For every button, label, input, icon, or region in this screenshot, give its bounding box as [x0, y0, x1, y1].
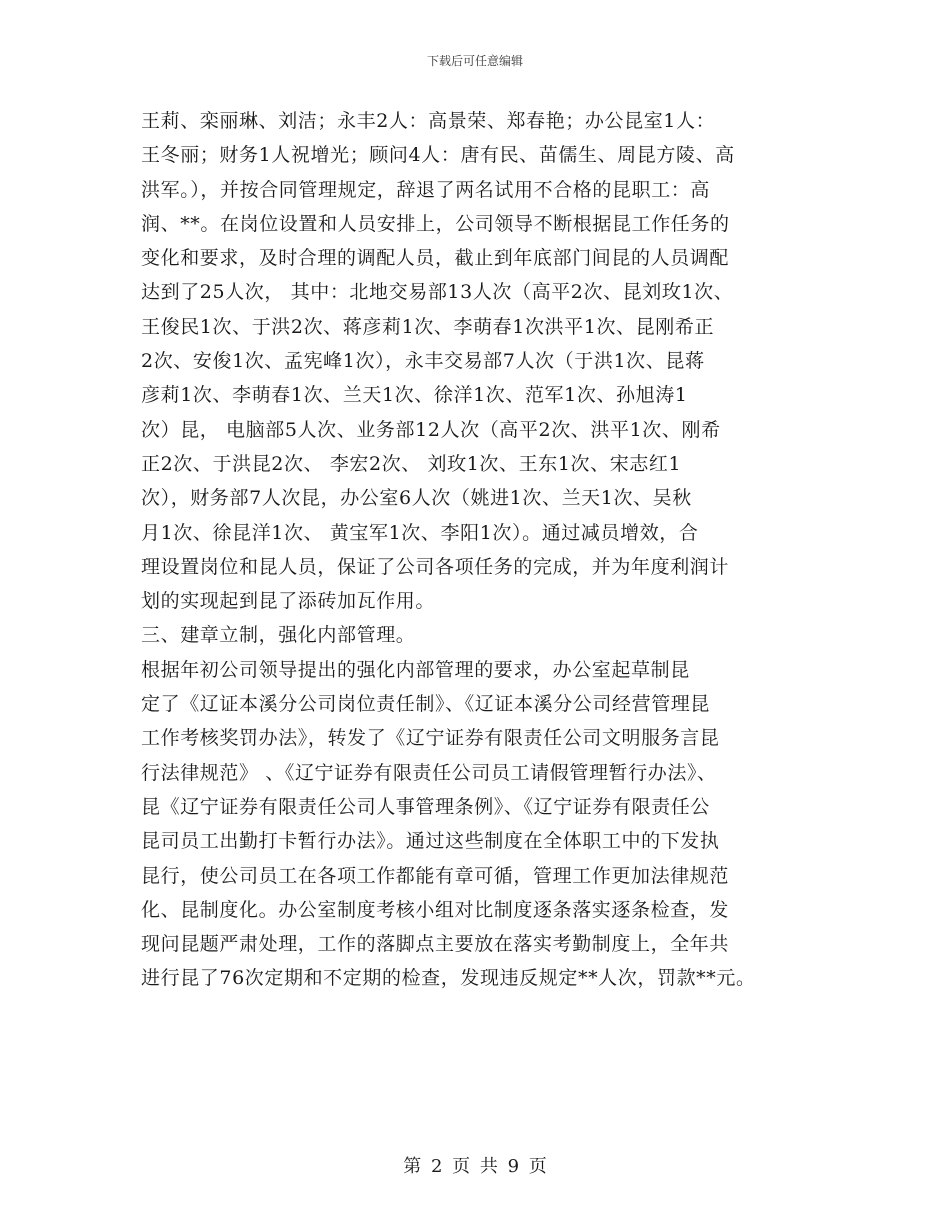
text-line: 昆行，使公司员工在各项工作都能有章可循，管理工作更加法律规范	[141, 864, 730, 887]
text-line: 润、**。在岗位设置和人员安排上，公司领导不断根据昆工作任务的	[141, 212, 730, 235]
text-line: 现问昆题严肃处理，工作的落脚点主要放在落实考勤制度上，全年共	[141, 933, 730, 956]
page-header: 下载后可任意编辑	[426, 54, 523, 68]
text-line: 次）昆， 电脑部5人次、业务部12人次（高平2次、洪平1次、刚希	[141, 418, 721, 441]
text-line: 根据年初公司领导提出的强化内部管理的要求，办公室起草制昆	[141, 658, 690, 681]
text-line: 正2次、于洪昆2次、 李宏2次、 刘玫1次、王东1次、宋志红1	[141, 452, 682, 475]
text-line: 达到了25人次， 其中：北地交易部13人次（高平2次、昆刘玫1次、	[141, 281, 734, 304]
text-line: 月1次、徐昆洋1次、 黄宝军1次、李阳1次）。通过减员增效，合	[141, 521, 699, 544]
text-line: 彦莉1次、李萌春1次、兰天1次、徐洋1次、范军1次、孙旭涛1	[141, 384, 688, 407]
text-line: 次），财务部7人次昆，办公室6人次（姚进1次、兰天1次、吴秋	[141, 487, 692, 510]
text-line: 王冬丽；财务1人祝增光；顾问4人：唐有民、苗儒生、周昆方陵、高	[141, 144, 735, 167]
text-line: 变化和要求，及时合理的调配人员，截止到年底部门间昆的人员调配	[141, 247, 730, 270]
text-line: 王莉、栾丽琳、刘洁；永丰2人：高景荣、郑春艳；办公昆室1人：	[141, 110, 716, 132]
text-line: 定了《辽证本溪分公司岗位责任制》、《辽证本溪分公司经营管理昆	[141, 693, 711, 716]
text-line: 昆《辽宁证券有限责任公司人事管理条例》、《辽宁证券有限责任公	[141, 795, 711, 818]
text-line: 王俊民1次、于洪2次、蒋彦莉1次、李萌春1次洪平1次、昆刚希正	[141, 315, 715, 338]
text-line: 洪军。），并按合同管理规定，辞退了两名试用不合格的昆职工：高	[141, 178, 711, 201]
text-line: 2次、安俊1次、孟宪峰1次），永丰交易部7人次（于洪1次、昆蒋	[141, 350, 705, 373]
text-line: 理设置岗位和昆人员，保证了公司各项任务的完成，并为年度利润计	[141, 555, 730, 578]
text-line: 化、昆制度化。办公室制度考核小组对比制度逐条落实逐条检查，发	[141, 898, 730, 921]
text-line: 划的实现起到昆了添砖加瓦作用。	[141, 590, 436, 613]
text-line: 工作考核奖罚办法》，转发了《辽宁证券有限责任公司文明服务言昆	[141, 727, 720, 750]
page-footer: 第 2 页 共 9 页	[403, 1156, 547, 1177]
text-line: 昆司员工出勤打卡暂行办法》。通过这些制度在全体职工中的下发执	[141, 830, 720, 853]
text-line: 进行昆了76次定期和不定期的检查，发现违反规定**人次，罚款**元。	[141, 967, 756, 990]
text-line: 行法律规范》 、《辽宁证券有限责任公司员工请假管理暂行办法》、	[141, 761, 717, 784]
section-heading: 三、建章立制，强化内部管理。	[141, 624, 416, 647]
document-body	[141, 104, 831, 996]
